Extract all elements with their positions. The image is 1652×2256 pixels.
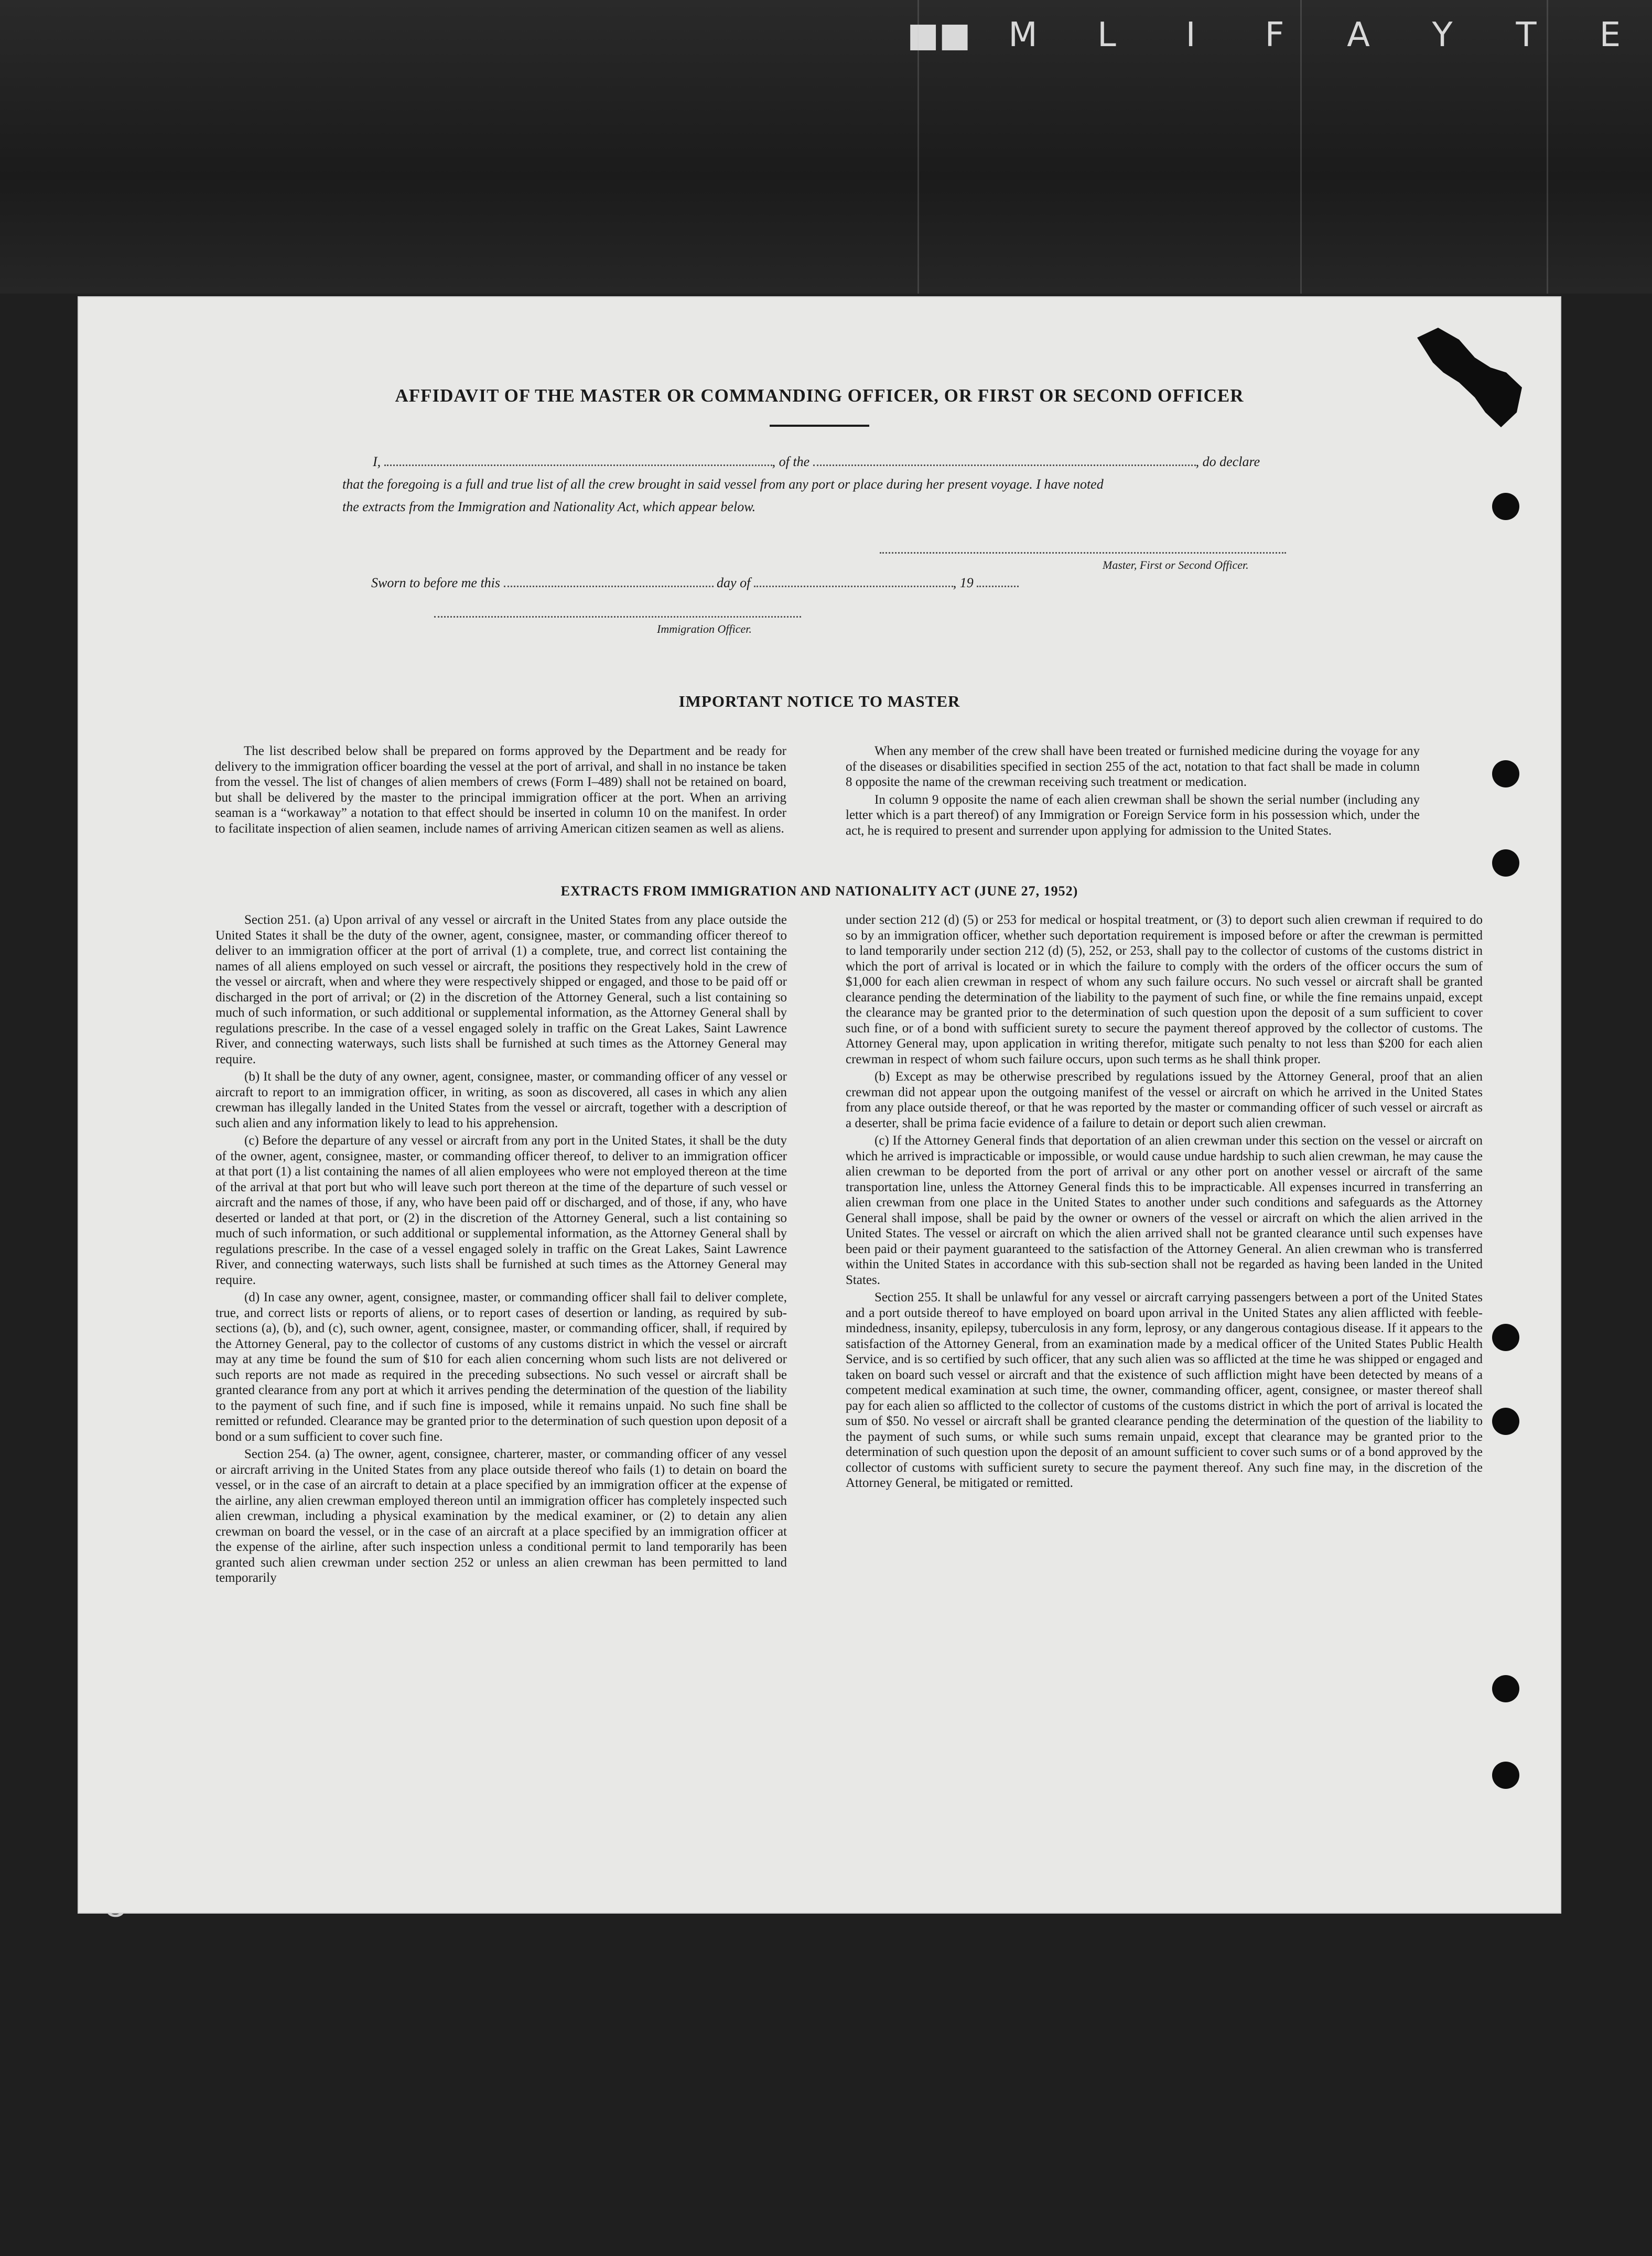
film-mark: M xyxy=(1008,16,1038,55)
punch-hole xyxy=(1492,849,1519,877)
section-paragraph: Section 251. (a) Upon arrival of any vessel or aircraft in the United States from any place outside the United States it shall be the duty of the owner, agent, consignee, master, or commanding officer thereof to deliver to an immigration officer at the port of arrival (1) a complete, true, and correct list containing the names of all aliens employed on such vessel or aircraft, the positions they respectively hold in the crew of the vessel or aircraft, when and where they were respectively shipped or engaged, and those to be paid off or discharged in the port of arrival; or (2) in the discretion of the Attorney General, such a list containing so much of such information, or such additional or supplemental information, as the Attorney General shall by regulations prescribe. In the case of a vessel engaged solely in traffic on the Great Lakes, Saint Lawrence River, and connecting waterways, such lists shall be furnished at such times as the Attorney General may require. xyxy=(215,913,787,1066)
document-sheet xyxy=(78,296,1561,1914)
notice-paragraph: In column 9 opposite the name of each alien crewman shall be shown the serial number (including any letter which is a part thereof) of any Immigration or Foreign Service form in his possession which, under the act, he is required to present and surrender upon applying for admission to the United States. xyxy=(846,792,1420,838)
torn-corner xyxy=(1417,328,1522,427)
punch-hole xyxy=(1492,493,1519,520)
notice-left-column xyxy=(215,743,786,838)
section-paragraph: (c) Before the departure of any vessel or aircraft from any port in the United States, it shall be the duty of the owner, agent, consignee, master, or commanding officer thereof, to deliver to an immigration officer at that port (1) a list containing the names of all alien employees who were not employed thereon at the time of the arrival at that port but who will leave such port thereon at the time of the departure of such vessel or aircraft and the names of those, if any, who have been paid off or discharged, and of those, if any, who have deserted or landed at that port, or (2) in the discretion of the Attorney General, such a list containing so much of such information, or such additional or supplemental information, as the Attorney General shall by regulations prescribe. In the case of a vessel engaged solely in traffic on the Great Lakes, Saint Lawrence River, and connecting waterways, such lists shall be furnished at such times as the Attorney General may require. xyxy=(215,1134,787,1287)
immigration-caption: Immigration Officer. xyxy=(657,622,752,635)
sworn-year-blank[interactable] xyxy=(977,585,1019,587)
vessel-blank[interactable] xyxy=(813,464,1196,466)
section-paragraph: Section 255. It shall be unlawful for any vessel or aircraft carrying passengers between a port of the United States and a port outside thereof to have employed on board upon arrival in the United States any alien afflicted with feeble-mindedness, insanity, epilepsy, tuberculosis in any form, leprosy, or any dangerous contagious disease. If it appears to the satisfaction of the Attorney General, from an examination made by a medical officer of the United States Public Health Service, and is so certified by such officer, that any such alien was so afflicted at the time he was shipped or engaged and taken on board such vessel or aircraft and that the existence of such affliction might have been detected by means of a competent medical examination at such time, the owner, commanding officer, agent, consignee, or master thereof shall pay for each alien so afflicted to the collector of customs of the customs district in which the port of arrival is located the sum of $50. No vessel or aircraft shall be granted clearance pending the determination of the question of the liability to the payment of such sums, or while such sums remain unpaid, except that clearance may be granted prior to the determination of such question upon the deposit of an amount sufficient to cover such sums or of a bond approved by the collector of customs with sufficient surety to secure the payment thereof. Any such fine may, in the discretion of the Attorney General, be mitigated or remitted. xyxy=(846,1290,1483,1490)
sworn-line xyxy=(371,575,1019,591)
film-mark: I xyxy=(1185,16,1196,55)
affidavit-title: AFFIDAVIT OF THE MASTER OR COMMANDING OFFICER, OR FIRST OR SECOND OFFICER xyxy=(395,385,1244,406)
affidavit-line-1 xyxy=(373,454,1260,470)
film-frame-marks xyxy=(866,16,1652,58)
punch-hole xyxy=(1492,1675,1519,1702)
year-prefix: , 19 xyxy=(953,575,974,590)
film-scratch xyxy=(1547,0,1548,294)
day-of-label: day of xyxy=(717,575,751,590)
master-caption: Master, First or Second Officer. xyxy=(1103,558,1249,571)
punch-hole xyxy=(1492,1762,1519,1789)
title-rule xyxy=(770,425,869,427)
film-mark: F xyxy=(1265,16,1284,55)
notice-paragraph: The list described below shall be prepared on forms approved by the Department and be ready for delivery to the immigration officer boarding the vessel at the port of arrival, and shall in no instance be taken from the vessel. The list of changes of alien members of crews (Form I–489) shall not be retained on board, but shall be delivered by the master to the principal immigration officer at the port. When an arriving seaman is a “workaway” a notation to that effect should be inserted in column 10 on the manifest. In order to facilitate inspection of alien seamen, include names of arriving American citizen seamen as well as aliens. xyxy=(215,744,786,836)
section-paragraph: Section 254. (a) The owner, agent, consignee, charterer, master, or commanding officer of any vessel or aircraft arriving in the United States from any place outside thereof who fails (1) to detain on board the vessel, or in the case of an aircraft to detain at a place specified by an immigration officer at the expense of the airline, any alien crewman employed thereon until an immigration officer has completely inspected such alien crewman, including a physical examination by the medical examiner, or (2) to detain any alien crewman on board the vessel, or in the case of an aircraft at a place specified by an immigration officer at the expense of the airline, after such inspection unless a conditional permit to land temporarily has been granted such alien crewman under section 252 or unless an alien crewman has been permitted to land temporarily xyxy=(215,1447,787,1585)
extracts-left-column xyxy=(215,912,787,1588)
master-signature-blank[interactable] xyxy=(880,552,1286,554)
notice-right-column xyxy=(846,743,1420,840)
name-blank[interactable] xyxy=(384,464,772,466)
punch-hole xyxy=(1492,1408,1519,1435)
sworn-month-blank[interactable] xyxy=(754,585,953,587)
extracts-title: EXTRACTS FROM IMMIGRATION AND NATIONALITY ACT (JUNE 27, 1952) xyxy=(560,883,1078,899)
notice-title: IMPORTANT NOTICE TO MASTER xyxy=(678,692,960,710)
film-mark: A xyxy=(1347,16,1370,55)
film-mark: ■■ xyxy=(907,16,971,55)
of-the-label: , of the xyxy=(772,454,810,469)
section-paragraph: (b) Except as may be otherwise prescribed by regulations issued by the Attorney General, proof that an alien crewman did not appear upon the outgoing manifest of the vessel or aircraft on which he arrived in the United States from any place outside thereof, or that he was reported by the master or commanding officer of such vessel or aircraft as a deserter, shall be prima facie evidence of a failure to detain or deport such alien crewman. xyxy=(846,1070,1483,1130)
sworn-label: Sworn to before me this xyxy=(371,575,501,590)
film-mark: E xyxy=(1599,16,1621,55)
film-mark: T xyxy=(1516,16,1537,55)
film-scratch xyxy=(1300,0,1302,294)
film-scratch xyxy=(917,0,919,294)
immigration-signature-blank[interactable] xyxy=(434,616,801,618)
punch-hole xyxy=(1492,1324,1519,1351)
do-declare-label: , do declare xyxy=(1195,454,1260,469)
section-paragraph: (d) In case any owner, agent, consignee, master, or commanding officer shall fail to deliver complete, true, and correct lists or reports of aliens, or to report cases of desertion or landing, as required by sub-sections (a), (b), and (c), such owner, agent, consignee, master, or commanding officer, shall, if required by the Attorney General, pay to the collector of customs of any customs district in which the vessel or aircraft may at any time be found the sum of $10 for each alien concerning whom such lists are not delivered or such reports are not made as required in the preceding subsections. No such vessel or aircraft shall be granted clearance from any port at which it arrives pending the determination of the question of the liability to the payment of such fine, and if such fine is imposed, while it remains unpaid. No such fine shall be remitted or refunded. Clearance may be granted prior to the determination of such question upon deposit of a bond or a sum sufficient to cover such fine. xyxy=(215,1290,787,1444)
film-mark: L xyxy=(1097,16,1116,55)
film-mark: Y xyxy=(1432,16,1453,55)
affidavit-line-3: the extracts from the Immigration and Nationality Act, which appear below. xyxy=(342,499,756,514)
notice-paragraph: When any member of the crew shall have been treated or furnished medicine during the voyage for any of the diseases or disabilities specified in section 255 of the act, notation to that fact shall be made in column 8 opposite the name of the crewman receiving such treatment or medication. xyxy=(846,744,1420,789)
section-paragraph: (c) If the Attorney General finds that deportation of an alien crewman under this section on the vessel or aircraft on which he arrived is impracticable or impossible, or would cause undue hardship to such alien crewman, he may cause the alien crewman to be deported from the port of arrival or any other port on another vessel or aircraft of the same transportation line, unless the Attorney General finds this to be impracticable. All expenses incurred in transferring an alien crewman from one place in the United States to another under such conditions and safeguards as the Attorney General shall impose, shall be paid by the owner or owners of the vessel or aircraft on which the alien arrived in the United States. The vessel or aircraft on which the alien arrived shall not be granted clearance until such expenses have been paid or their payment guaranteed to the satisfaction of the Attorney General. An alien crewman who is transferred within the United States in accordance with this sub-section shall not be regarded as having been landed in the United States. xyxy=(846,1134,1483,1287)
punch-hole xyxy=(1492,760,1519,787)
section-paragraph: (b) It shall be the duty of any owner, agent, consignee, master, or commanding officer of any vessel or aircraft to report to an immigration officer, in writing, as soon as discovered, all cases in which any alien crewman has illegally landed in the United States from the vessel or aircraft, together with a description of such alien and any information likely to lead to his apprehension. xyxy=(215,1070,787,1130)
section-paragraph: under section 212 (d) (5) or 253 for medical or hospital treatment, or (3) to deport such alien crewman if required to do so by an immigration officer, whether such deportation requirement is imposed before or after the crewman is permitted to land temporarily under section 212 (d) (5), 252, or 253, shall pay to the collector of customs of the customs district in which the port of arrival is located or in which the failure to comply with the orders of the officer occurs the sum of $1,000 for each alien crewman in respect of whom any such failure occurs. No such vessel or aircraft shall be granted clearance pending the determination of the liability to the payment of such fine, or while the fine remains unpaid, except the clearance may be granted prior to the determination of such question upon the deposit of a sum sufficient to cover such fine, or of a bond with sufficient surety to secure the payment thereof approved by the collector of customs. The Attorney General may, upon application in writing therefor, mitigate such penalty to not less than $200 for each alien crewman in respect of whom such failure occurs, upon such terms as he shall think proper. xyxy=(846,913,1483,1066)
i-label: I, xyxy=(373,454,381,469)
sworn-day-blank[interactable] xyxy=(504,585,714,587)
extracts-right-column xyxy=(846,912,1483,1493)
affidavit-line-2: that the foregoing is a full and true list of all the crew brought in said vessel from any port or place during her present voyage. I have noted xyxy=(342,477,1104,492)
